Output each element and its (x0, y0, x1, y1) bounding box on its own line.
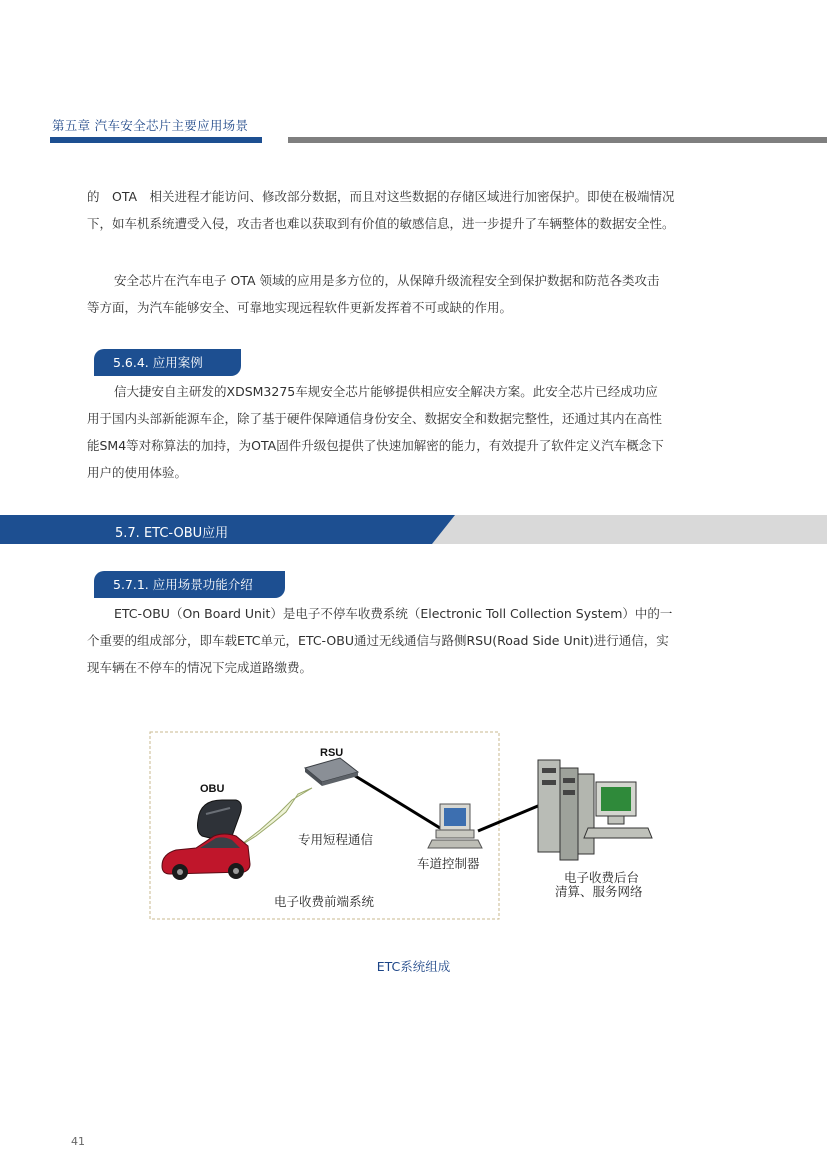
figure-caption: ETC系统组成 (376, 959, 451, 974)
paragraph-line: 现车辆在不停车的情况下完成道路缴费。 (87, 660, 313, 675)
paragraph-line: 的 OTA 相关进程才能访问、修改部分数据，而且对这些数据的存储区域进行加密保护。即使在极端情况 (87, 189, 675, 204)
controller-backend-link (478, 803, 545, 831)
section-heading-etc-obu: 5.7. ETC-OBU应用 (115, 526, 229, 541)
chapter-title: 第五章 汽车安全芯片主要应用场景 (52, 118, 249, 133)
paragraph-line: 下，如车机系统遭受入侵，攻击者也难以获取到有价值的敏感信息，进一步提升了车辆整体的数据安全性。 (87, 216, 675, 231)
backend-label-line2: 清算、服务网络 (555, 884, 643, 899)
paragraph-ota-summary (87, 267, 737, 321)
paragraph-case-study (87, 378, 737, 486)
paragraph-line: 用于国内头部新能源车企，除了基于硬件保障通信身份安全、数据安全和数据完整性，还通过其内在高性 (87, 411, 663, 426)
chapter-rule-blue (50, 137, 262, 143)
dsrc-label: 专用短程通信 (298, 832, 374, 847)
paragraph-line: 能SM4等对称算法的加持，为OTA固件升级包提供了快速加解密的能力，有效提升了软件定义汽车概念下 (87, 438, 664, 453)
car-icon (162, 834, 250, 880)
subsection-heading-scenario: 5.7.1. 应用场景功能介绍 (94, 571, 285, 598)
paragraph-line: 等方面，为汽车能够安全、可靠地实现远程软件更新发挥着不可或缺的作用。 (87, 300, 513, 315)
subsection-heading-case: 5.6.4. 应用案例 (94, 349, 241, 376)
chapter-rule-gray (288, 137, 827, 143)
paragraph-etc-obu-intro (87, 600, 737, 681)
paragraph-line: 安全芯片在汽车电子 OTA 领域的应用是多方位的，从保障升级流程安全到保护数据和防范各类攻击 (114, 273, 660, 288)
rsu-controller-link (352, 774, 440, 828)
paragraph-line: ETC-OBU（On Board Unit）是电子不停车收费系统（Electronic Toll Collection System）中的一 (114, 606, 673, 621)
paragraph-line: 用户的使用体验。 (87, 465, 188, 480)
rsu-device-icon (305, 758, 358, 786)
obu-label: OBU (200, 783, 225, 795)
paragraph-line: 信大捷安自主研发的XDSM3275车规安全芯片能够提供相应安全解决方案。此安全芯片已经成功应 (114, 384, 658, 399)
page-number: 41 (71, 1135, 85, 1148)
front-end-system-label: 电子收费前端系统 (274, 894, 375, 909)
rsu-label: RSU (320, 747, 344, 759)
etc-system-diagram (0, 728, 827, 928)
paragraph-ota-protection (87, 183, 737, 237)
lane-controller-label: 车道控制器 (417, 856, 480, 871)
paragraph-line: 个重要的组成部分，即车载ETC单元，ETC-OBU通过无线通信与路侧RSU(Road Side Unit)进行通信，实 (87, 633, 669, 648)
backend-label-line1: 电子收费后台 (564, 870, 640, 885)
backend-server-icon (538, 760, 594, 860)
